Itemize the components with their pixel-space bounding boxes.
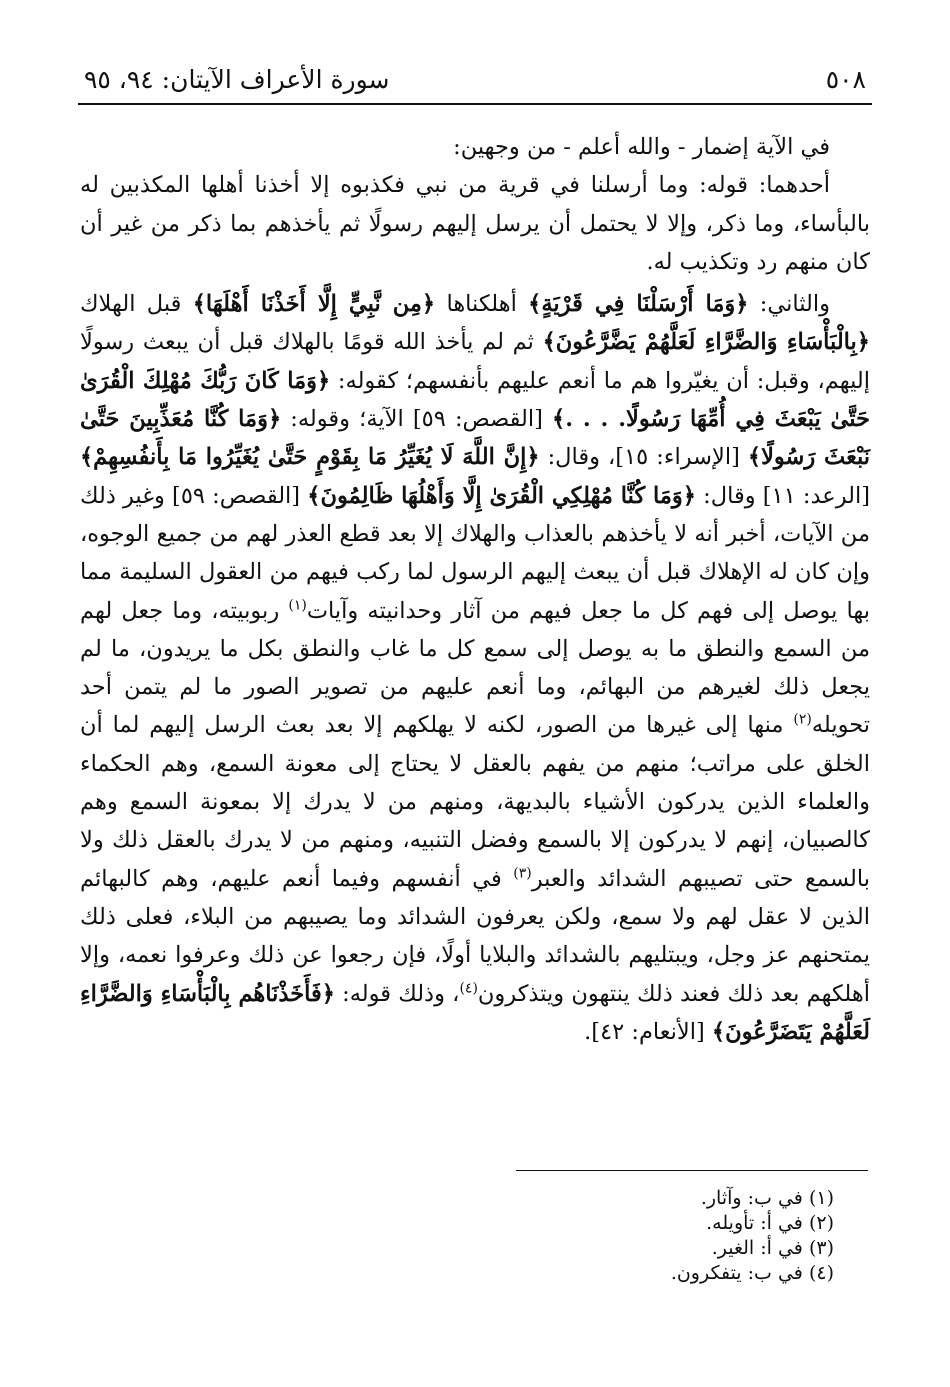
text-run: والثاني:	[748, 291, 831, 318]
text-run: ، وذلك قوله:	[334, 980, 460, 1007]
footnote-item	[200, 1211, 834, 1236]
footnote-mark: (١)	[808, 1187, 834, 1209]
page-number: ٥٠٨	[825, 64, 866, 94]
text-run: [القصص: ٥٩] الآية؛ وقوله:	[281, 406, 553, 433]
quran-verse: ﴿وَمَا كُنَّا مُعَذِّبِينَ حَتَّىٰ نَبْعَثَ رَسُولًا﴾	[80, 406, 870, 471]
text-run: منها إلى غيرها من الصور، لكنه لا يهلكهم إلا بعد بعث الرسل إليهم لما أن الخلق على مراتب؛ منهم من يفهم بالعقل لا يحتاج إلى معونة السمع، وهم الحكماء والعلماء الذين يدركون الأشياء بالبديهة، ومنهم من لا يدرك إلا بمعونة السمع وهم كالصبيان، إنهم لا يدركون إلا بالسمع وفضل التنبيه، ومنهم من لا يدرك بالعقل ذلك ولا بالسمع حتى تصيبهم الشدائد والعبر	[80, 712, 870, 892]
quran-verse: ﴿مِن نَّبِيٍّ إِلَّا أَخَذْنَا أَهْلَهَا﴾	[192, 291, 436, 318]
quran-verse: ﴿إِنَّ اللَّهَ لَا يُغَيِّرُ مَا بِقَوْمٍ حَتَّىٰ يُغَيِّرُوا مَا بِأَنفُسِهِمْ﴾	[80, 444, 540, 471]
text-run: قبل الهلاك	[80, 291, 193, 318]
footnote-item	[200, 1236, 834, 1261]
quran-verse: ﴿وَمَا أَرْسَلْنَا فِي قَرْيَةٍ﴾	[528, 291, 749, 318]
footnote-mark: (٣)	[808, 1237, 834, 1259]
footnote-ref-2[interactable]: (٢)	[793, 711, 812, 728]
footnote-text: في أ: تأويله.	[706, 1212, 803, 1234]
text-run: [الأنعام: ٤٢].	[584, 1018, 712, 1045]
quran-verse: ﴿فَأَخَذْنَاهُم بِالْبَأْسَاءِ وَالضَّرَّاءِ لَعَلَّهُمْ يَتَضَرَّعُونَ﴾	[80, 980, 870, 1045]
running-head	[84, 60, 866, 98]
footnote-divider	[516, 1170, 868, 1171]
footnote-text: في ب: يتفكرون.	[670, 1262, 803, 1284]
surah-title: سورة الأعراف الآيتان: ٩٤، ٩٥	[84, 64, 390, 94]
footnote-text: في ب: وآثار.	[700, 1187, 803, 1209]
quran-verse: ﴿بِالْبَأْسَاءِ وَالضَّرَّاءِ لَعَلَّهُمْ يَضَّرَّعُونَ﴾	[542, 329, 870, 356]
text-run: ربوبيته، وما جعل لهم من السمع والنطق ما به يوصل إلى سمع كل ما غاب والنطق بكل ما يريدون، ما لم يجعل ذلك لغيرهم من البهائم، وما أنعم عليهم من تصوير الصور ما لم يتمن أحد تحويله	[80, 597, 870, 739]
footnote-text: في أ: الغير.	[711, 1237, 803, 1259]
paragraph-second-aspect	[80, 285, 870, 1051]
text-run: [الإسراء: ١٥]، وقال:	[539, 444, 748, 471]
text-run: في أنفسهم وفيما أنعم عليهم، وهم كالبهائم الذين لا عقل لهم ولا سمع، ولكن يعرفون الشدائد وما يصيبهم من البلاء، فعلى ذلك يمتحنهم عز وجل، ويبتليهم بالشدائد والبلايا أولًا، فإن رجعوا عن ذلك وعرفوا نعمه، وإلا أهلكهم بعد ذلك فعند ذلك ينتهون ويتذكرون	[80, 865, 870, 1007]
text-run: أهلكناها	[435, 291, 529, 318]
footnote-mark: (٢)	[808, 1212, 834, 1234]
footnote-ref-1[interactable]: (١)	[288, 597, 307, 614]
paragraph-first-aspect: أحدهما: قوله: وما أرسلنا في قرية من نبي فكذبوه إلا أخذنا أهلها المكذبين له بالبأساء، وما ذكر، وإلا لا يحتمل أن يرسل إليهم رسولًا ثم يأخذهم بما ذكر من غير أن كان منهم رد وتكذيب له.	[80, 172, 870, 275]
header-divider	[78, 103, 872, 105]
footnotes	[200, 1186, 834, 1286]
footnote-item	[200, 1186, 834, 1211]
footnote-item	[200, 1261, 834, 1286]
footnote-mark: (٤)	[808, 1262, 834, 1284]
quran-verse: ﴿وَمَا كُنَّا مُهْلِكِي الْقُرَىٰ إِلَّا وَأَهْلُهَا ظَالِمُونَ﴾	[307, 482, 696, 509]
main-text	[80, 128, 870, 1051]
quran-verse: ﴿وَمَا كَانَ رَبُّكَ مُهْلِكَ الْقُرَىٰ حَتَّىٰ يَبْعَثَ فِي أُمِّهَا رَسُولًا. . . .﴾	[80, 367, 870, 433]
footnote-ref-4[interactable]: (٤)	[459, 980, 478, 997]
footnote-ref-3[interactable]: (٣)	[513, 865, 532, 882]
text-run: [القصص: ٥٩] وغير ذلك من الآيات، أخبر أنه لا يأخذهم بالعذاب والهلاك إلا بعد قطع العذر لهم من جميع الوجوه، وإن كان له الإهلاك قبل أن يبعث إليهم الرسول لما ركب فيهم من العقول السليمة مما بها يوصل إلى فهم كل ما جعل فيهم من آثار وحدانيته وآيات	[80, 482, 870, 624]
text-run: [الرعد: ١١] وقال:	[695, 482, 870, 509]
text-run: ثم لم يأخذ الله قومًا بالهلاك قبل أن يبعث رسولًا إليهم، وقبل: أن يغيّروا هم ما أنعم عليهم بأنفسهم؛ كقوله:	[80, 329, 870, 394]
paragraph-intro: في الآية إضمار - والله أعلم - من وجهين:	[453, 134, 830, 160]
